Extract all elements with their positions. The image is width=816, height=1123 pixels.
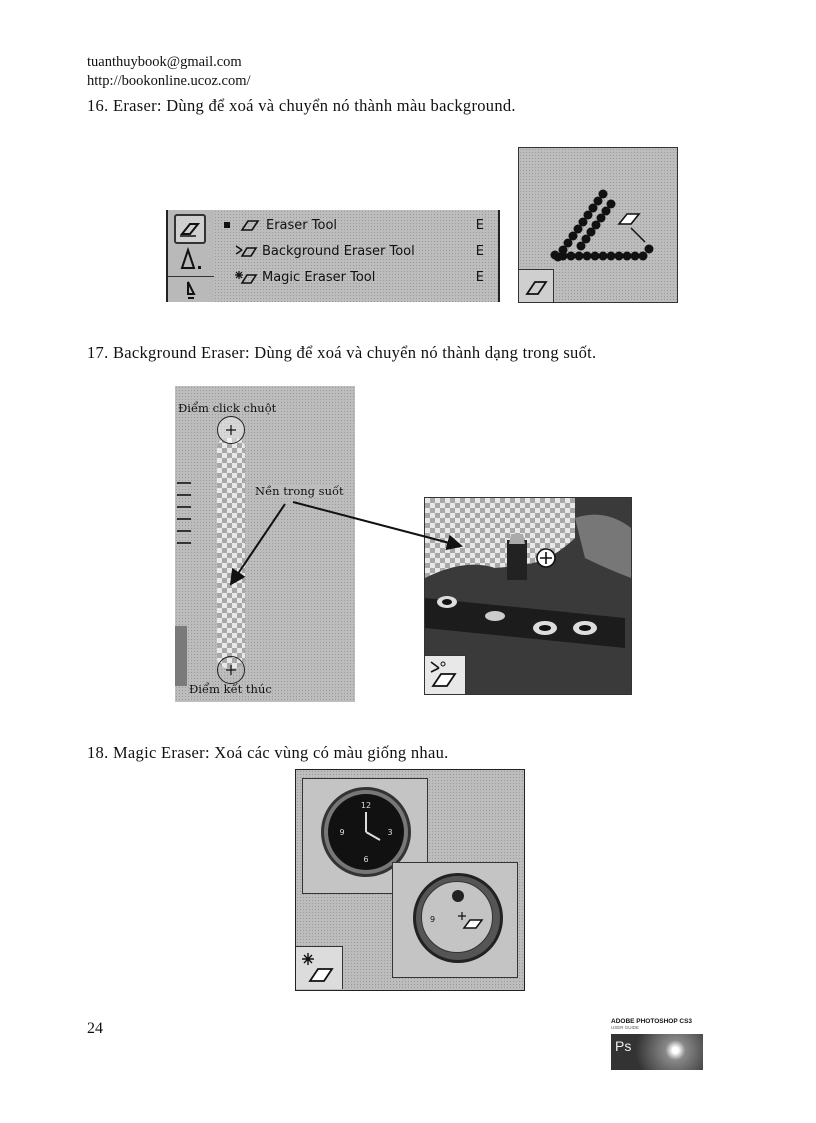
svg-text:6: 6 xyxy=(363,855,369,864)
header-url[interactable]: http://bookonline.ucoz.com/ xyxy=(87,73,251,89)
magic-eraser-icon xyxy=(296,947,342,989)
background-eraser-icon xyxy=(234,244,258,258)
svg-text:9: 9 xyxy=(339,828,345,837)
menu-item-magic-eraser-tool[interactable] xyxy=(214,264,498,290)
svg-text:12: 12 xyxy=(360,801,372,810)
pen-icon xyxy=(182,280,206,300)
tool-flyout-figure xyxy=(166,210,502,302)
clock-face-black xyxy=(328,794,404,870)
clock-after-panel xyxy=(392,862,518,978)
annotation-arrows xyxy=(175,386,635,706)
label-click-point: Điểm click chuột xyxy=(178,401,277,415)
section-17-heading: 17. Background Eraser: Dùng để xoá và chuyển nó thành dạng trong suốt. xyxy=(87,343,597,362)
menu-item-label: Eraser Tool xyxy=(266,217,338,233)
menu-item-label: Magic Eraser Tool xyxy=(262,269,376,285)
svg-text:9: 9 xyxy=(430,915,436,924)
eraser-tool-badge xyxy=(519,269,554,302)
selected-indicator xyxy=(224,222,230,228)
eraser-icon xyxy=(238,218,262,232)
arrow-to-photo xyxy=(293,502,461,546)
ps-logo-icon: Ps xyxy=(615,1038,632,1054)
toolbox-strip xyxy=(166,210,214,302)
magic-eraser-figure xyxy=(295,769,525,991)
menu-item-label: Background Eraser Tool xyxy=(262,243,415,259)
blur-tool-button[interactable] xyxy=(178,246,206,272)
eraser-icon xyxy=(519,270,553,302)
label-end-point: Điểm kết thúc xyxy=(189,682,272,696)
tool-flyout-menu xyxy=(214,210,500,302)
magic-eraser-icon xyxy=(234,270,258,284)
pen-tool-button[interactable] xyxy=(182,280,206,300)
photoshop-logo-image xyxy=(611,1034,703,1070)
eraser-demo-figure xyxy=(518,147,678,303)
menu-item-shortcut: E xyxy=(475,217,484,233)
section-18-heading: 18. Magic Eraser: Xoá các vùng có màu giống nhau. xyxy=(87,743,449,762)
section-16-heading: 16. Eraser: Dùng để xoá và chuyển nó thành màu background. xyxy=(87,96,516,115)
menu-item-shortcut: E xyxy=(475,243,484,259)
menu-item-eraser-tool[interactable] xyxy=(214,212,498,238)
badge-subtitle: USER GUIDE xyxy=(611,1025,640,1030)
menu-item-background-eraser-tool[interactable] xyxy=(214,238,498,264)
badge-title: ADOBE PHOTOSHOP CS3 xyxy=(611,1018,693,1025)
arrow-to-stroke xyxy=(231,504,285,584)
eraser-icon xyxy=(176,216,204,242)
svg-text:3: 3 xyxy=(387,828,393,837)
magic-eraser-tool-badge xyxy=(296,946,343,989)
menu-item-shortcut: E xyxy=(475,269,484,285)
header-email: tuanthuybook@gmail.com xyxy=(87,54,242,70)
photoshop-badge xyxy=(611,1018,703,1070)
label-transparent-background: Nền trong suốt xyxy=(255,484,344,498)
clock-face-erased xyxy=(421,881,493,953)
blur-icon xyxy=(178,246,206,272)
eraser-tool-button[interactable] xyxy=(174,214,206,244)
page-number: 24 xyxy=(87,1020,103,1037)
